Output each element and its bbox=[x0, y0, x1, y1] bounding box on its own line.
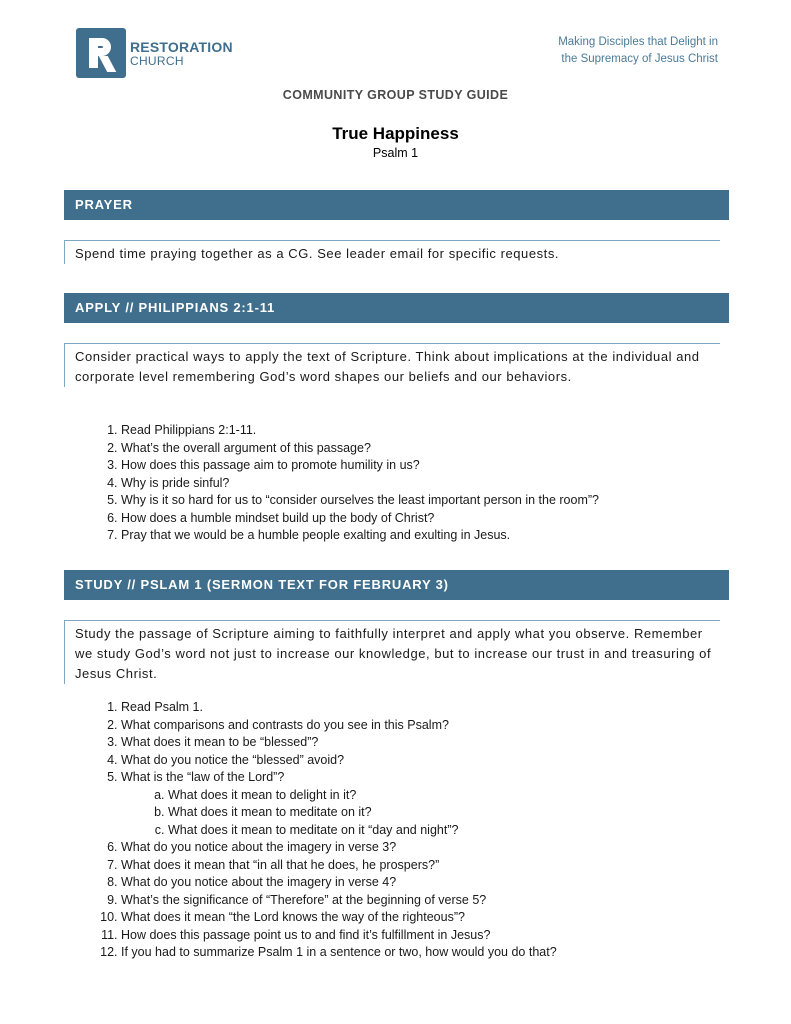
study-intro: Study the passage of Scripture aiming to faithfully interpret and apply what you observe. Remember we study God’s word not just to increase our knowledge, but to increase our trust in and treasuring of Jesus Christ. bbox=[64, 620, 720, 684]
restoration-r-logo-icon bbox=[76, 28, 126, 78]
list-item: 8. What do you notice about the imagery in verse 4? bbox=[121, 874, 557, 892]
apply-intro: Consider practical ways to apply the text of Scripture. Think about implications at the individual and corporate level remembering God’s word shapes our beliefs and our behaviors. bbox=[64, 343, 720, 387]
list-item: 11. How does this passage point us to and find it’s fulfillment in Jesus? bbox=[121, 927, 557, 945]
list-item: 6. What do you notice about the imagery in verse 3? bbox=[121, 839, 557, 857]
sub-question-list bbox=[121, 787, 557, 840]
prayer-intro: Spend time praying together as a CG. See leader email for specific requests. bbox=[64, 240, 720, 264]
list-item: 1. Read Philippians 2:1-11. bbox=[121, 422, 599, 440]
page-subtitle: Psalm 1 bbox=[372, 146, 419, 160]
sub-list-item: c. What does it mean to meditate on it “day and night”? bbox=[168, 822, 557, 840]
list-item: 4. Why is pride sinful? bbox=[121, 475, 599, 493]
logo-wordmark bbox=[130, 40, 233, 67]
church-logo bbox=[76, 28, 233, 78]
list-item: 4. What do you notice the “blessed” avoid? bbox=[121, 752, 557, 770]
list-item: 3. How does this passage aim to promote humility in us? bbox=[121, 457, 599, 475]
study-section-heading: STUDY // PSLAM 1 (SERMON TEXT FOR FEBRUARY 3) bbox=[64, 570, 729, 600]
logo-line-1: RESTORATION bbox=[130, 38, 233, 55]
list-item: 12. If you had to summarize Psalm 1 in a sentence or two, how would you do that? bbox=[121, 944, 557, 962]
tagline-line-1: Making Disciples that Delight in bbox=[558, 36, 718, 48]
guide-label: COMMUNITY GROUP STUDY GUIDE bbox=[282, 88, 509, 102]
apply-question-list bbox=[92, 422, 599, 545]
list-item: 3. What does it mean to be “blessed”? bbox=[121, 734, 557, 752]
list-item: 2. What comparisons and contrasts do you see in this Psalm? bbox=[121, 717, 557, 735]
list-item-text: What is the “law of the Lord”? bbox=[121, 770, 285, 784]
list-item: 5. Why is it so hard for us to “consider ourselves the least important person in the room”? bbox=[121, 492, 599, 510]
list-item: 7. Pray that we would be a humble people exalting and exulting in Jesus. bbox=[121, 527, 599, 545]
tagline-line-2: the Supremacy of Jesus Christ bbox=[561, 53, 718, 65]
list-item: 6. How does a humble mindset build up the body of Christ? bbox=[121, 510, 599, 528]
list-item: 9. What’s the significance of “Therefore” at the beginning of verse 5? bbox=[121, 892, 557, 910]
sub-list-item: a. What does it mean to delight in it? bbox=[168, 787, 557, 805]
apply-section-heading: APPLY // PHILIPPIANS 2:1-11 bbox=[64, 293, 729, 323]
list-item: 7. What does it mean that “in all that he does, he prospers?” bbox=[121, 857, 557, 875]
list-item: 1. Read Psalm 1. bbox=[121, 699, 557, 717]
tagline bbox=[558, 34, 718, 68]
study-question-list bbox=[92, 699, 557, 962]
list-item bbox=[121, 769, 557, 839]
sub-list-item: b. What does it mean to meditate on it? bbox=[168, 804, 557, 822]
list-item: 2. What’s the overall argument of this passage? bbox=[121, 440, 599, 458]
logo-line-2: CHURCH bbox=[130, 53, 184, 68]
page-title: True Happiness bbox=[332, 124, 459, 143]
list-item: 10. What does it mean “the Lord knows the way of the righteous”? bbox=[121, 909, 557, 927]
prayer-section-heading: PRAYER bbox=[64, 190, 729, 220]
